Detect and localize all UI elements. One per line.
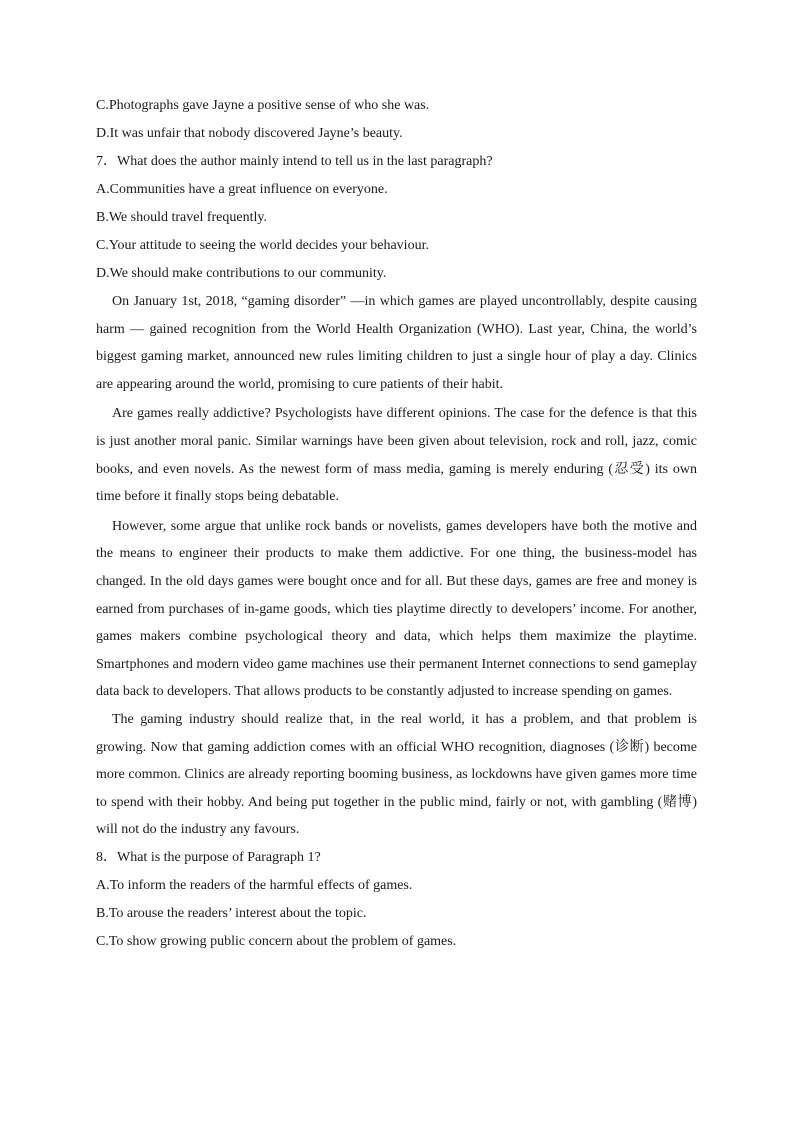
passage-paragraph-1: On January 1st, 2018, “gaming disorder” —in which games are played uncontrollably, despite causing harm — gained recognition from the World Health Organization (WHO). Last year, China, the world’s biggest gaming market, announced new rules limiting children to just a single hour of play a day. Clinics are appearing around the world, promising to cure patients of their habit. <box>96 294 697 392</box>
option-7c: C.Your attitude to seeing the world decides your behaviour. <box>96 238 429 253</box>
option-8b: B.To arouse the readers’ interest about the topic. <box>96 905 367 921</box>
option-8a: A.To inform the readers of the harmful effects of games. <box>96 877 413 893</box>
option-6d: D.It was unfair that nobody discovered Jayne’s beauty. <box>96 126 403 141</box>
passage-paragraph-3: However, some argue that unlike rock bands or novelists, games developers have both the motive and the means to engineer their products to make them addictive. For one thing, the business-model has changed. In the old days games were bought once and for all. But these days, games are free and money is earned from purchases of in-game goods, which ties playtime directly to developers’ income. For another, games makers combine psychological theory and data, which helps them maximize the playtime. Smartphones and modern video game machines use their permanent Internet connections to send gameplay data back to developers. That allows products to be constantly adjusted to increase spending on games. <box>96 518 697 700</box>
option-7d: D.We should make contributions to our community. <box>96 266 387 281</box>
option-7a: A.Communities have a great influence on everyone. <box>96 182 388 197</box>
question-7: 7．What does the author mainly intend to tell us in the last paragraph? <box>96 154 493 169</box>
option-6c: C.Photographs gave Jayne a positive sense of who she was. <box>96 98 430 113</box>
document-page <box>96 92 697 956</box>
passage-paragraph-2: Are games really addictive? Psychologists have different opinions. The case for the defence is that this is just another moral panic. Similar warnings have been given about television, rock and roll, jazz, comic books, and even novels. As the newest form of mass media, gaming is merely enduring (忍受) its own time before it finally stops being debatable. <box>96 406 697 505</box>
passage-paragraph-4: The gaming industry should realize that, in the real world, it has a problem, and that problem is growing. Now that gaming addiction comes with an official WHO recognition, diagnoses (诊断) become more common. Clinics are already reporting booming business, as lockdowns have given games more time to spend with their hobby. And being put together in the public mind, fairly or not, with gambling (赌博) will not do the industry any favours. <box>96 711 697 838</box>
option-8c: C.To show growing public concern about the problem of games. <box>96 933 457 949</box>
question-8: 8．What is the purpose of Paragraph 1? <box>96 849 321 865</box>
option-7b: B.We should travel frequently. <box>96 210 267 225</box>
